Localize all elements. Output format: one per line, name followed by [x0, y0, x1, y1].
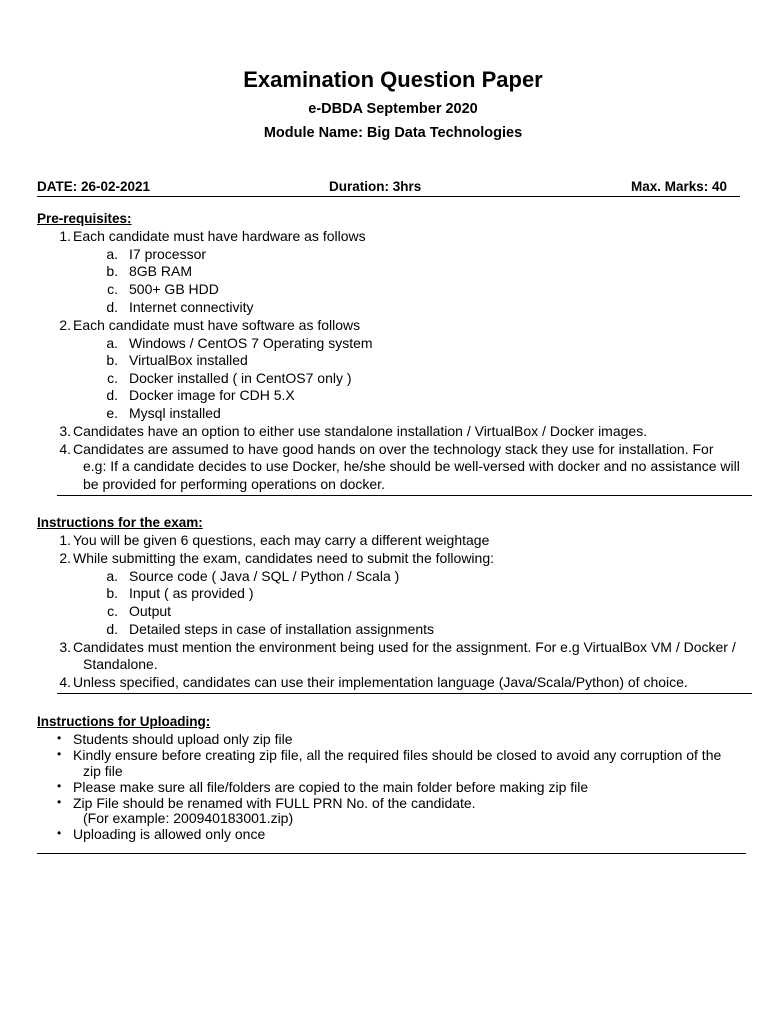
header-divider [37, 196, 740, 197]
upload-item-text: Students should upload only zip file [73, 731, 293, 747]
sub-text: Windows / CentOS 7 Operating system [129, 335, 373, 351]
exam-item-text: While submitting the exam, candidates need to submit the following: [73, 550, 495, 566]
sub-marker: c. [107, 281, 118, 297]
sub-marker: d. [106, 387, 118, 403]
exam-item-number: 2. [59, 550, 71, 566]
bullet-icon: • [57, 779, 62, 793]
page-title: Examination Question Paper [243, 67, 543, 92]
sub-text: I7 processor [129, 246, 207, 262]
section-divider [57, 693, 752, 694]
section-divider [57, 495, 752, 496]
module-name: Module Name: Big Data Technologies [263, 125, 523, 141]
prereq-item-number: 4. [59, 441, 71, 457]
sub-marker: a. [106, 246, 118, 262]
sub-text: Docker image for CDH 5.X [129, 387, 295, 403]
sub-text: Internet connectivity [129, 299, 254, 315]
exam-item-number: 3. [59, 639, 71, 655]
prereq-item-text: Each candidate must have hardware as follows [73, 228, 366, 244]
upload-item-text: Zip File should be renamed with FULL PRN No. of the candidate. [73, 795, 476, 811]
upload-item-continuation: (For example: 200940183001.zip) [83, 810, 294, 826]
prereq-item-text: Candidates have an option to either use standalone installation / VirtualBox / Docker images. [73, 423, 648, 439]
exam-item-number: 1. [59, 532, 71, 548]
sub-text: Mysql installed [129, 405, 221, 421]
bullet-icon: • [57, 826, 62, 840]
prereq-item-number: 2. [59, 317, 71, 333]
exam-heading: Instructions for the exam: [37, 515, 203, 530]
prereq-item-text: Each candidate must have software as follows [73, 317, 361, 333]
sub-marker: e. [106, 405, 118, 421]
exam-item-text: Unless specified, candidates can use their implementation language (Java/Scala/Python) of choice. [73, 674, 688, 690]
sub-marker: b. [106, 585, 118, 601]
prereq-item-number: 1. [59, 228, 71, 244]
prereq-item-number: 3. [59, 423, 71, 439]
exam-item-continuation: Standalone. [83, 656, 158, 672]
upload-heading: Instructions for Uploading: [37, 714, 211, 729]
upload-item-text: Uploading is allowed only once [73, 826, 266, 842]
exam-date: DATE: 26-02-2021 [37, 179, 151, 194]
sub-text: Docker installed ( in CentOS7 only ) [129, 370, 352, 386]
bullet-icon: • [57, 731, 62, 745]
exam-duration: Duration: 3hrs [329, 179, 422, 194]
bullet-icon: • [57, 747, 62, 761]
prereq-item-continuation: be provided for performing operations on docker. [83, 476, 385, 492]
upload-item-continuation: zip file [83, 763, 123, 779]
prereq-item-continuation: e.g: If a candidate decides to use Docker, he/she should be well-versed with docker and no assistance will [83, 458, 740, 474]
upload-item-text: Please make sure all file/folders are copied to the main folder before making zip file [73, 779, 589, 795]
sub-marker: c. [107, 603, 118, 619]
sub-text: 8GB RAM [129, 263, 193, 279]
sub-text: 500+ GB HDD [129, 281, 219, 297]
sub-marker: a. [106, 335, 118, 351]
sub-text: Source code ( Java / SQL / Python / Scala ) [129, 568, 400, 584]
max-marks: Max. Marks: 40 [631, 179, 728, 194]
sub-marker: c. [107, 370, 118, 386]
sub-marker: b. [106, 263, 118, 279]
sub-marker: d. [106, 299, 118, 315]
prereq-item-text: Candidates are assumed to have good hands on over the technology stack they use for installation. For [73, 441, 714, 457]
exam-item-text: You will be given 6 questions, each may carry a different weightage [73, 532, 490, 548]
sub-marker: d. [106, 621, 118, 637]
sub-text: VirtualBox installed [129, 352, 248, 368]
prereq-heading: Pre-requisites: [37, 211, 132, 226]
upload-item-text: Kindly ensure before creating zip file, all the required files should be closed to avoid any corruption of the [73, 747, 722, 763]
sub-text: Input ( as provided ) [129, 585, 254, 601]
course-name: e-DBDA September 2020 [308, 101, 478, 117]
bullet-icon: • [57, 795, 62, 809]
end-divider [37, 853, 746, 854]
exam-item-number: 4. [59, 674, 71, 690]
exam-item-text: Candidates must mention the environment being used for the assignment. For e.g VirtualBox VM / Docker / [73, 639, 736, 655]
sub-text: Detailed steps in case of installation assignments [129, 621, 435, 637]
sub-text: Output [129, 603, 172, 619]
sub-marker: a. [106, 568, 118, 584]
sub-marker: b. [106, 352, 118, 368]
